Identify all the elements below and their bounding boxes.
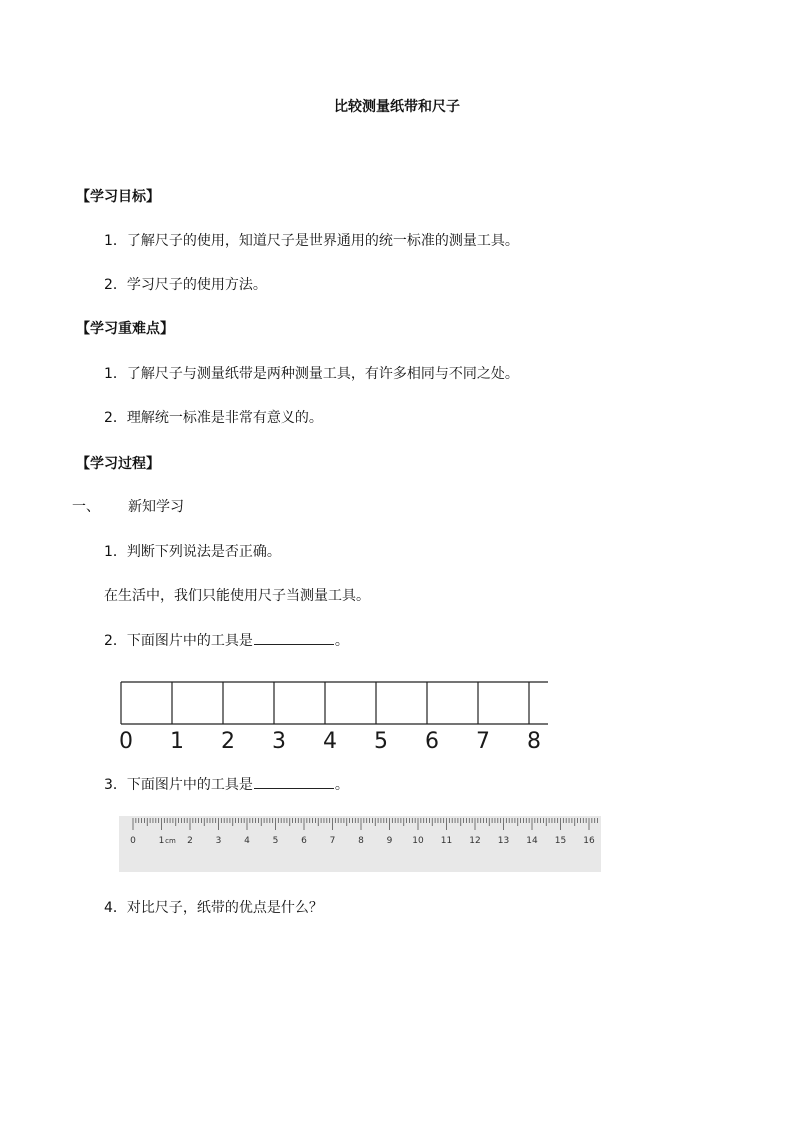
strip-number: 3 (272, 729, 286, 752)
ruler-number: 6 (301, 836, 307, 846)
difficulty-item-2: 2．理解统一标准是非常有意义的。 (104, 410, 323, 426)
goal-item-1: 1．了解尺子的使用，知道尺子是世界通用的统一标准的测量工具。 (104, 233, 519, 249)
question-2 (104, 632, 349, 650)
section-title: 新知学习 (128, 499, 184, 515)
strip-number: 6 (425, 729, 439, 752)
ruler-number: 14 (526, 836, 538, 846)
ruler-number: 2 (187, 836, 193, 846)
strip-number: 1 (170, 729, 184, 752)
question-3-text: 3．下面图片中的工具是 (104, 777, 253, 793)
ruler-image (119, 816, 601, 872)
difficulty-item-1: 1．了解尺子与测量纸带是两种测量工具，有许多相同与不同之处。 (104, 366, 519, 382)
ruler-number: 1 (158, 836, 165, 846)
section-number: 一、 (72, 499, 100, 515)
ruler-number: 16 (583, 836, 595, 846)
strip-number: 2 (221, 729, 235, 752)
ruler-number: 4 (244, 836, 250, 846)
question-4: 4．对比尺子，纸带的优点是什么？ (104, 900, 323, 916)
ruler-number: 5 (272, 836, 279, 846)
strip-number: 4 (323, 729, 337, 752)
strip-number: 5 (374, 729, 388, 752)
ruler-number: 11 (440, 836, 453, 846)
paper-strip-labels (119, 729, 541, 752)
strip-number: 7 (476, 729, 490, 752)
goal-item-2: 2．学习尺子的使用方法。 (104, 277, 267, 293)
strip-number: 0 (119, 729, 133, 752)
strip-number: 8 (527, 729, 541, 752)
answer-blank-3[interactable] (254, 776, 334, 789)
question-1: 1．判断下列说法是否正确。 (104, 544, 281, 560)
ruler-number: 12 (469, 836, 481, 846)
ruler-number: 13 (497, 836, 510, 846)
question-3 (104, 776, 349, 794)
difficulties-heading: 【学习重难点】 (76, 321, 174, 337)
process-heading: 【学习过程】 (76, 456, 160, 472)
ruler-unit: cm (165, 837, 176, 845)
question-2-end: 。 (334, 633, 349, 649)
ruler-number: 8 (358, 836, 364, 846)
ruler-number: 7 (329, 836, 336, 846)
ruler-number: 9 (386, 836, 393, 846)
question-3-end: 。 (334, 777, 349, 793)
question-2-text: 2．下面图片中的工具是 (104, 633, 253, 649)
goals-heading: 【学习目标】 (76, 189, 160, 205)
ruler-number: 0 (130, 836, 136, 846)
page-title: 比较测量纸带和尺子 (334, 99, 460, 115)
question-1-statement: 在生活中，我们只能使用尺子当测量工具。 (104, 588, 370, 604)
ruler-number: 10 (412, 836, 424, 846)
paper-strip-image (118, 680, 550, 752)
ruler-number: 3 (215, 836, 222, 846)
answer-blank-2[interactable] (254, 632, 334, 645)
ruler-number: 15 (554, 836, 567, 846)
paper-strip-cells (121, 682, 548, 724)
